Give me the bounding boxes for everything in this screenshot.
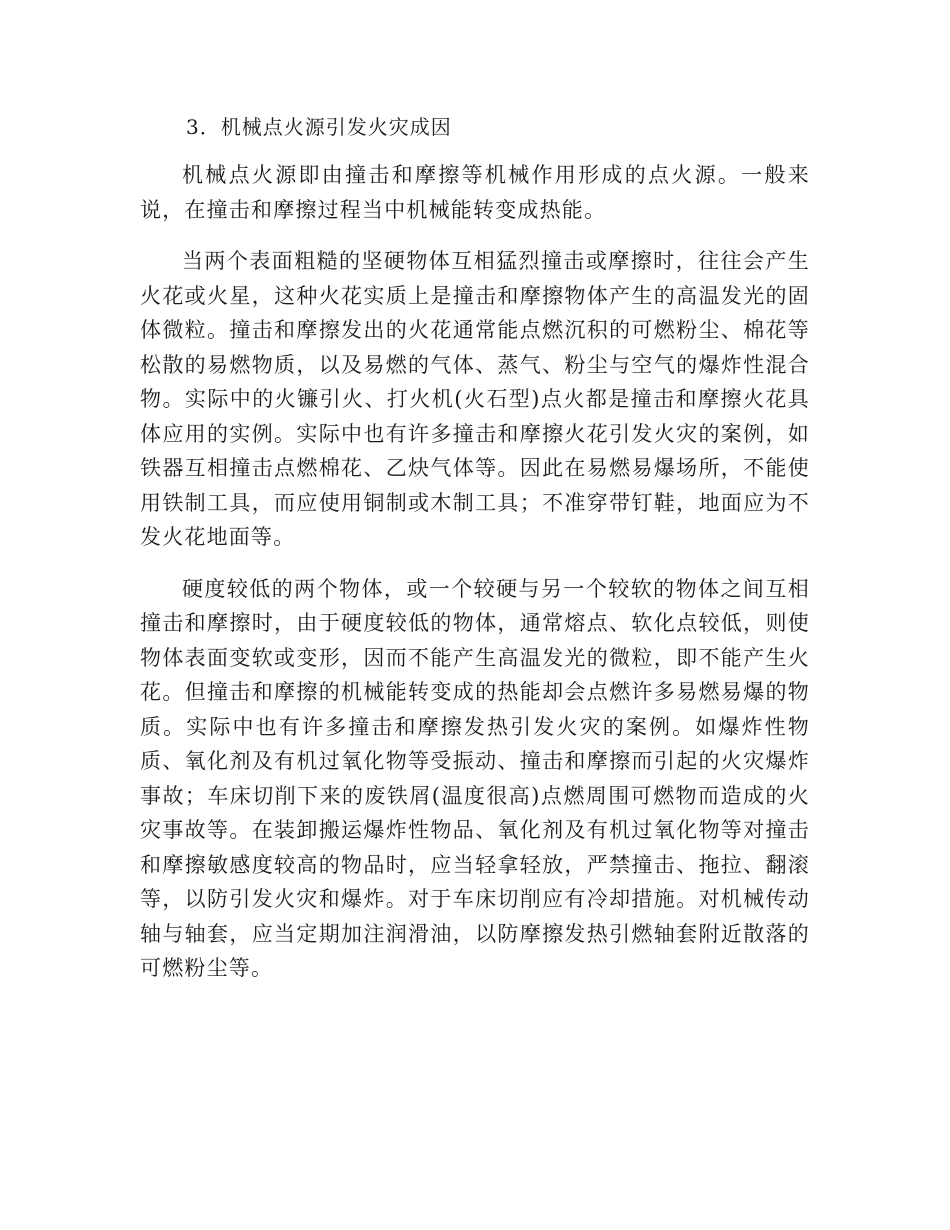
paragraph-definition: 机械点火源即由撞击和摩擦等机械作用形成的点火源。一般来说，在撞击和摩擦过程当中机械能转变成热能。 xyxy=(140,163,810,222)
document-body xyxy=(140,110,810,1003)
section-heading: 3．机械点火源引发火灾成因 xyxy=(186,115,452,139)
paragraph-sparks: 当两个表面粗糙的坚硬物体互相猛烈撞击或摩擦时，往往会产生火花或火星，这种火花实质上是撞击和摩擦物体产生的高温发光的固体微粒。撞击和摩擦发出的火花通常能点燃沉积的可燃粉尘、棉花等松散的易燃物质，以及易燃的气体、蒸气、粉尘与空气的爆炸性混合物。实际中的火镰引火、打火机(火石型)点火都是撞击和摩擦火花具体应用的实例。实际中也有许多撞击和摩擦火花引发火灾的案例，如铁器互相撞击点燃棉花、乙炔气体等。因此在易燃易爆场所，不能使用铁制工具，而应使用铜制或木制工具；不准穿带钉鞋，地面应为不发火花地面等。 xyxy=(140,249,810,549)
paragraph-friction-heat: 硬度较低的两个物体，或一个较硬与另一个较软的物体之间互相撞击和摩擦时，由于硬度较低的物体，通常熔点、软化点较低，则使物体表面变软或变形，因而不能产生高温发光的微粒，即不能产生火花。但撞击和摩擦的机械能转变成的热能却会点燃许多易燃易爆的物质。实际中也有许多撞击和摩擦发热引发火灾的案例。如爆炸性物质、氧化剂及有机过氧化物等受振动、撞击和摩擦而引起的火灾爆炸事故；车床切削下来的废铁屑(温度很高)点燃周围可燃物而造成的火灾事故等。在装卸搬运爆炸性物品、氧化剂及有机过氧化物等对撞击和摩擦敏感度较高的物品时，应当轻拿轻放，严禁撞击、拖拉、翻滚等，以防引发火灾和爆炸。对于车床切削应有冷却措施。对机械传动轴与轴套，应当定期加注润滑油，以防摩擦发热引燃轴套附近散落的可燃粉尘等。 xyxy=(140,576,810,980)
